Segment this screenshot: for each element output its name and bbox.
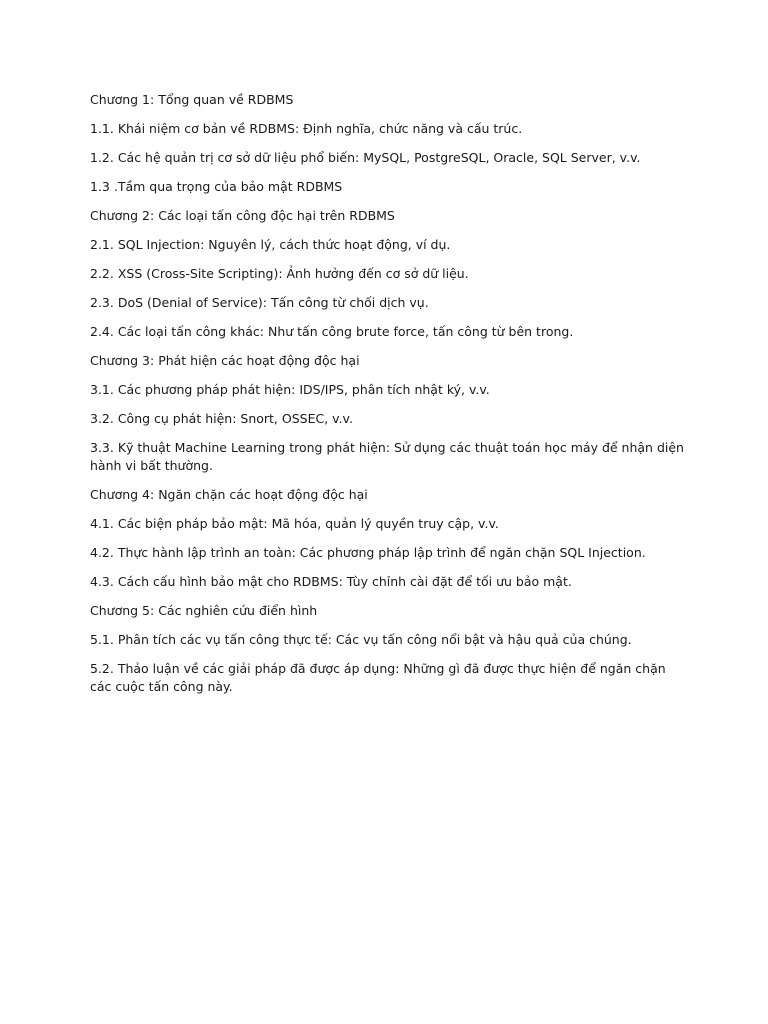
section-2-3: 2.3. DoS (Denial of Service): Tấn công từ chối dịch vụ.: [90, 295, 429, 310]
chapter-5-heading: Chương 5: Các nghiên cứu điển hình: [90, 603, 318, 618]
chapter-3-heading: Chương 3: Phát hiện các hoạt động độc hại: [90, 353, 360, 368]
section-1-1: 1.1. Khái niệm cơ bản về RDBMS: Định nghĩa, chức năng và cấu trúc.: [90, 121, 523, 136]
section-3-1: 3.1. Các phương pháp phát hiện: IDS/IPS, phân tích nhật ký, v.v.: [90, 382, 490, 397]
section-5-1: 5.1. Phân tích các vụ tấn công thực tế: Các vụ tấn công nổi bật và hậu quả của chúng.: [90, 632, 632, 647]
section-2-4: 2.4. Các loại tấn công khác: Như tấn công brute force, tấn công từ bên trong.: [90, 324, 574, 339]
section-4-2: 4.2. Thực hành lập trình an toàn: Các phương pháp lập trình để ngăn chặn SQL Injection.: [90, 545, 646, 560]
section-3-2: 3.2. Công cụ phát hiện: Snort, OSSEC, v.v.: [90, 411, 353, 426]
section-2-2: 2.2. XSS (Cross-Site Scripting): Ảnh hưởng đến cơ sở dữ liệu.: [90, 266, 469, 281]
chapter-2-heading: Chương 2: Các loại tấn công độc hại trên RDBMS: [90, 208, 395, 223]
section-4-1: 4.1. Các biện pháp bảo mật: Mã hóa, quản lý quyền truy cập, v.v.: [90, 516, 499, 531]
section-1-2: 1.2. Các hệ quản trị cơ sở dữ liệu phổ biến: MySQL, PostgreSQL, Oracle, SQL Server, v.v.: [90, 150, 641, 165]
section-5-2: 5.2. Thảo luận về các giải pháp đã được áp dụng: Những gì đã được thực hiện để ngăn chặn các cuộc tấn công này.: [90, 661, 666, 694]
chapter-4-heading: Chương 4: Ngăn chặn các hoạt động độc hại: [90, 487, 368, 502]
section-1-3: 1.3 .Tầm qua trọng của bảo mật RDBMS: [90, 179, 343, 194]
chapter-1-heading: Chương 1: Tổng quan về RDBMS: [90, 92, 294, 107]
section-2-1: 2.1. SQL Injection: Nguyên lý, cách thức hoạt động, ví dụ.: [90, 237, 451, 252]
section-3-3: 3.3. Kỹ thuật Machine Learning trong phát hiện: Sử dụng các thuật toán học máy để nhận diện hành vi bất thường.: [90, 440, 684, 473]
section-4-3: 4.3. Cách cấu hình bảo mật cho RDBMS: Tùy chỉnh cài đặt để tối ưu bảo mật.: [90, 574, 572, 589]
